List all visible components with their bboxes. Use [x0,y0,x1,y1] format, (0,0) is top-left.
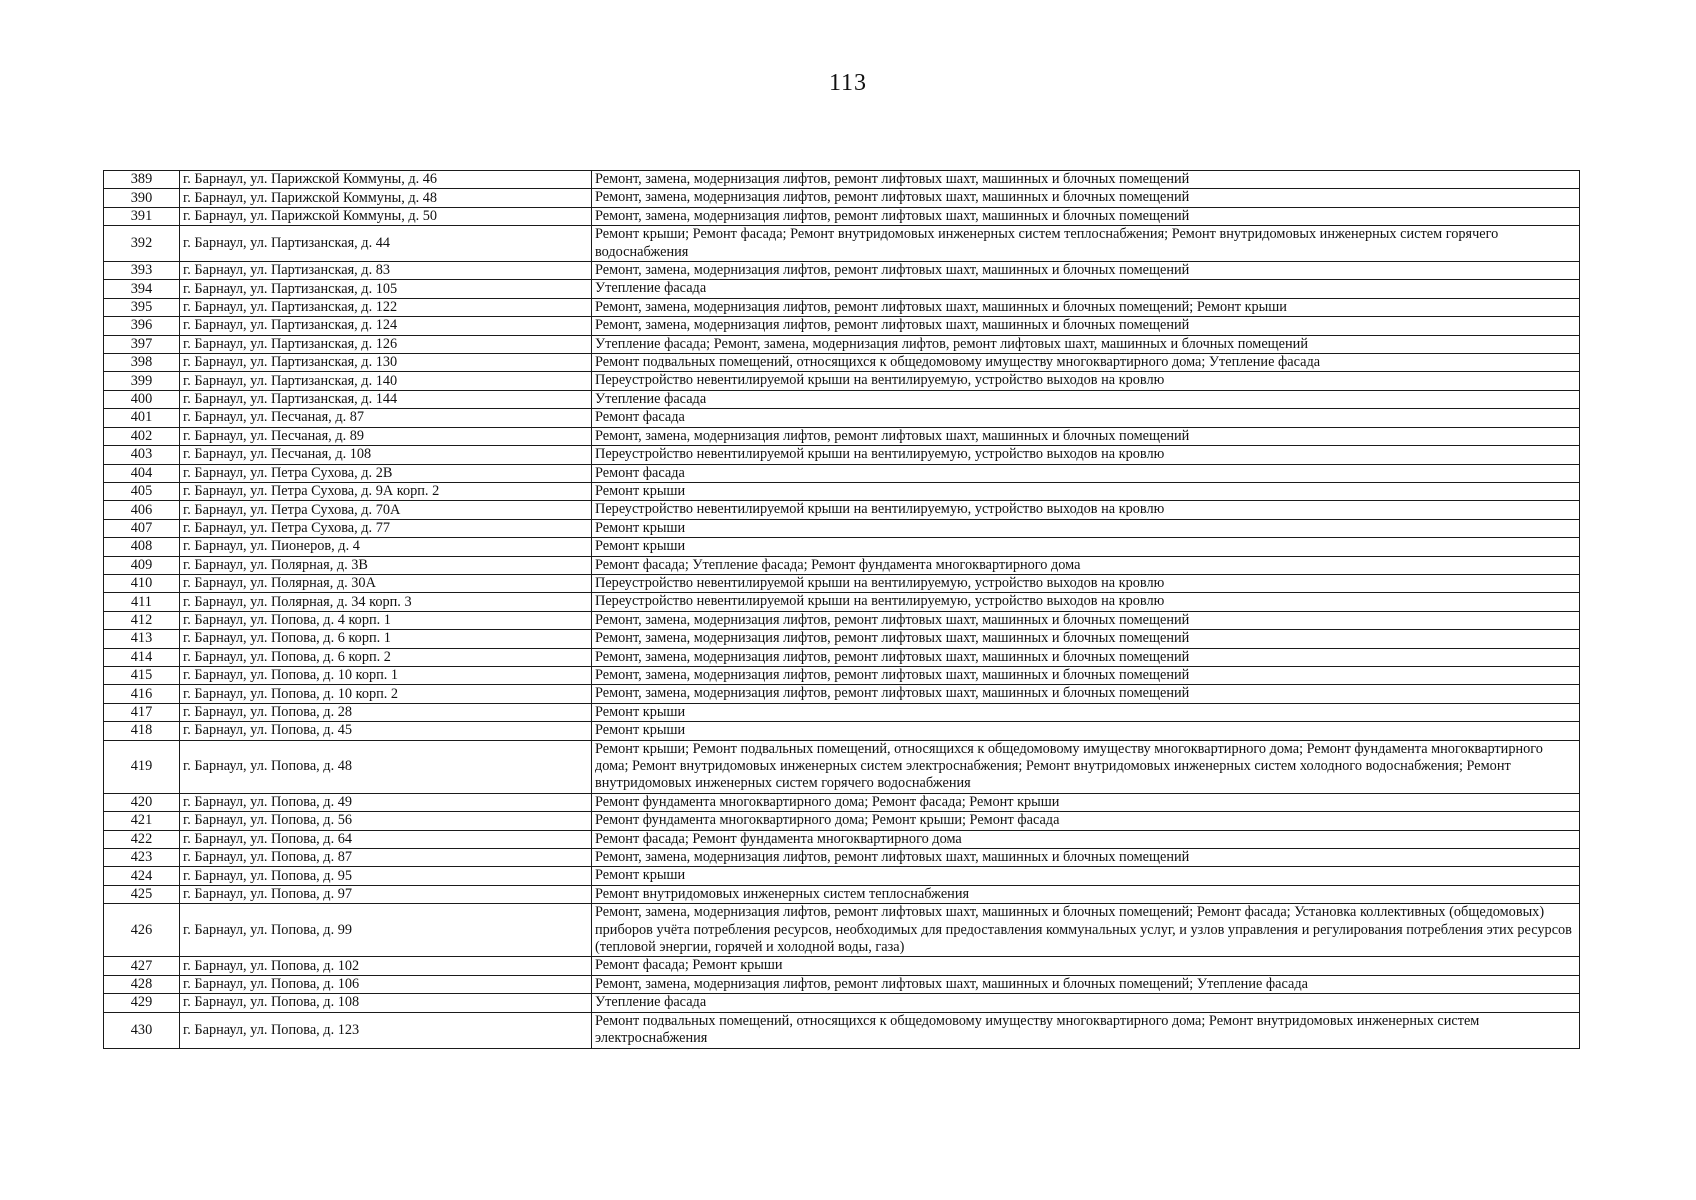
row-number-cell: 391 [104,207,180,225]
address-cell: г. Барнаул, ул. Песчаная, д. 89 [180,427,592,445]
row-number-cell: 402 [104,427,180,445]
row-number-cell: 397 [104,335,180,353]
address-cell: г. Барнаул, ул. Полярная, д. 3В [180,556,592,574]
works-cell: Ремонт, замена, модернизация лифтов, ремонт лифтовых шахт, машинных и блочных помещений [592,630,1580,648]
table-row [104,994,1580,1012]
table-row [104,574,1580,592]
table-row [104,703,1580,721]
address-cell: г. Барнаул, ул. Песчаная, д. 87 [180,409,592,427]
table-row [104,885,1580,903]
works-cell: Утепление фасада [592,994,1580,1012]
table-row [104,354,1580,372]
row-number-cell: 394 [104,280,180,298]
address-cell: г. Барнаул, ул. Партизанская, д. 126 [180,335,592,353]
table-row [104,262,1580,280]
works-cell: Ремонт, замена, модернизация лифтов, ремонт лифтовых шахт, машинных и блочных помещений [592,189,1580,207]
address-cell: г. Барнаул, ул. Партизанская, д. 105 [180,280,592,298]
table-row [104,740,1580,793]
table-row [104,812,1580,830]
works-cell: Ремонт подвальных помещений, относящихся к общедомовому имуществу многоквартирного дома; Ремонт внутридомовых инженерных систем электроснабжения [592,1012,1580,1048]
table-row [104,630,1580,648]
row-number-cell: 401 [104,409,180,427]
address-cell: г. Барнаул, ул. Попова, д. 10 корп. 2 [180,685,592,703]
works-cell: Ремонт, замена, модернизация лифтов, ремонт лифтовых шахт, машинных и блочных помещений [592,262,1580,280]
row-number-cell: 429 [104,994,180,1012]
table-row [104,390,1580,408]
table-row [104,207,1580,225]
table-row [104,335,1580,353]
address-cell: г. Барнаул, ул. Попова, д. 87 [180,849,592,867]
row-number-cell: 419 [104,740,180,793]
row-number-cell: 389 [104,171,180,189]
row-number-cell: 412 [104,611,180,629]
registry-table [103,170,1580,1049]
table-row [104,464,1580,482]
works-cell: Ремонт, замена, модернизация лифтов, ремонт лифтовых шахт, машинных и блочных помещений; Ремонт крыши [592,298,1580,316]
works-cell: Ремонт, замена, модернизация лифтов, ремонт лифтовых шахт, машинных и блочных помещений [592,427,1580,445]
registry-table-container [103,170,1580,1049]
registry-table-body [104,171,1580,1049]
works-cell: Ремонт фасада [592,464,1580,482]
works-cell: Ремонт фасада; Ремонт фундамента многоквартирного дома [592,830,1580,848]
works-cell: Ремонт внутридомовых инженерных систем теплоснабжения [592,885,1580,903]
address-cell: г. Барнаул, ул. Петра Сухова, д. 2В [180,464,592,482]
table-row [104,317,1580,335]
table-row [104,793,1580,811]
table-row [104,666,1580,684]
row-number-cell: 406 [104,501,180,519]
address-cell: г. Барнаул, ул. Попова, д. 45 [180,722,592,740]
address-cell: г. Барнаул, ул. Петра Сухова, д. 9А корп. 2 [180,482,592,500]
address-cell: г. Барнаул, ул. Партизанская, д. 140 [180,372,592,390]
row-number-cell: 404 [104,464,180,482]
row-number-cell: 427 [104,957,180,975]
row-number-cell: 399 [104,372,180,390]
table-row [104,298,1580,316]
table-row [104,957,1580,975]
address-cell: г. Барнаул, ул. Петра Сухова, д. 77 [180,519,592,537]
address-cell: г. Барнаул, ул. Полярная, д. 34 корп. 3 [180,593,592,611]
works-cell: Утепление фасада [592,390,1580,408]
works-cell: Ремонт фундамента многоквартирного дома; Ремонт фасада; Ремонт крыши [592,793,1580,811]
row-number-cell: 416 [104,685,180,703]
row-number-cell: 421 [104,812,180,830]
table-row [104,427,1580,445]
address-cell: г. Барнаул, ул. Попова, д. 10 корп. 1 [180,666,592,684]
row-number-cell: 408 [104,538,180,556]
works-cell: Ремонт крыши; Ремонт фасада; Ремонт внутридомовых инженерных систем теплоснабжения; Ремонт внутридомовых инженерных систем горячего водоснабжения [592,226,1580,262]
address-cell: г. Барнаул, ул. Партизанская, д. 144 [180,390,592,408]
row-number-cell: 417 [104,703,180,721]
address-cell: г. Барнаул, ул. Попова, д. 49 [180,793,592,811]
table-row [104,722,1580,740]
address-cell: г. Барнаул, ул. Попова, д. 102 [180,957,592,975]
address-cell: г. Барнаул, ул. Попова, д. 4 корп. 1 [180,611,592,629]
row-number-cell: 396 [104,317,180,335]
row-number-cell: 422 [104,830,180,848]
address-cell: г. Барнаул, ул. Пионеров, д. 4 [180,538,592,556]
works-cell: Ремонт, замена, модернизация лифтов, ремонт лифтовых шахт, машинных и блочных помещений [592,849,1580,867]
address-cell: г. Барнаул, ул. Попова, д. 95 [180,867,592,885]
row-number-cell: 395 [104,298,180,316]
works-cell: Ремонт крыши [592,482,1580,500]
works-cell: Переустройство невентилируемой крыши на вентилируемую, устройство выходов на кровлю [592,501,1580,519]
works-cell: Ремонт, замена, модернизация лифтов, ремонт лифтовых шахт, машинных и блочных помещений [592,317,1580,335]
row-number-cell: 425 [104,885,180,903]
table-row [104,648,1580,666]
table-row [104,189,1580,207]
address-cell: г. Барнаул, ул. Петра Сухова, д. 70А [180,501,592,519]
table-row [104,611,1580,629]
works-cell: Ремонт фасада; Ремонт крыши [592,957,1580,975]
row-number-cell: 392 [104,226,180,262]
address-cell: г. Барнаул, ул. Попова, д. 64 [180,830,592,848]
works-cell: Ремонт, замена, модернизация лифтов, ремонт лифтовых шахт, машинных и блочных помещений [592,171,1580,189]
table-row [104,482,1580,500]
row-number-cell: 393 [104,262,180,280]
address-cell: г. Барнаул, ул. Попова, д. 108 [180,994,592,1012]
row-number-cell: 411 [104,593,180,611]
table-row [104,593,1580,611]
works-cell: Ремонт, замена, модернизация лифтов, ремонт лифтовых шахт, машинных и блочных помещений [592,207,1580,225]
table-row [104,171,1580,189]
table-row [104,685,1580,703]
row-number-cell: 418 [104,722,180,740]
table-row [104,538,1580,556]
works-cell: Ремонт крыши; Ремонт подвальных помещений, относящихся к общедомовому имуществу многоквартирного дома; Ремонт фундамента многоквартирного дома; Ремонт внутридомовых инженерных систем электроснабжения; Ремонт внутридомовых инженерных систем холодного водоснабжения; Ремонт внутридомовых инженерных систем горячего водоснабжения [592,740,1580,793]
works-cell: Ремонт крыши [592,538,1580,556]
works-cell: Утепление фасада; Ремонт, замена, модернизация лифтов, ремонт лифтовых шахт, машинных и блочных помещений [592,335,1580,353]
address-cell: г. Барнаул, ул. Партизанская, д. 130 [180,354,592,372]
row-number-cell: 390 [104,189,180,207]
row-number-cell: 407 [104,519,180,537]
row-number-cell: 410 [104,574,180,592]
address-cell: г. Барнаул, ул. Полярная, д. 30А [180,574,592,592]
table-row [104,975,1580,993]
works-cell: Ремонт, замена, модернизация лифтов, ремонт лифтовых шахт, машинных и блочных помещений [592,685,1580,703]
table-row [104,280,1580,298]
works-cell: Ремонт крыши [592,519,1580,537]
works-cell: Ремонт крыши [592,722,1580,740]
table-row [104,446,1580,464]
address-cell: г. Барнаул, ул. Партизанская, д. 124 [180,317,592,335]
works-cell: Переустройство невентилируемой крыши на вентилируемую, устройство выходов на кровлю [592,446,1580,464]
address-cell: г. Барнаул, ул. Песчаная, д. 108 [180,446,592,464]
row-number-cell: 400 [104,390,180,408]
row-number-cell: 428 [104,975,180,993]
address-cell: г. Барнаул, ул. Попова, д. 6 корп. 2 [180,648,592,666]
address-cell: г. Барнаул, ул. Попова, д. 97 [180,885,592,903]
row-number-cell: 426 [104,904,180,957]
table-row [104,849,1580,867]
table-row [104,519,1580,537]
works-cell: Ремонт фасада; Утепление фасада; Ремонт фундамента многоквартирного дома [592,556,1580,574]
row-number-cell: 413 [104,630,180,648]
address-cell: г. Барнаул, ул. Партизанская, д. 44 [180,226,592,262]
works-cell: Ремонт крыши [592,867,1580,885]
row-number-cell: 414 [104,648,180,666]
works-cell: Утепление фасада [592,280,1580,298]
works-cell: Переустройство невентилируемой крыши на вентилируемую, устройство выходов на кровлю [592,574,1580,592]
table-row [104,556,1580,574]
address-cell: г. Барнаул, ул. Попова, д. 48 [180,740,592,793]
address-cell: г. Барнаул, ул. Попова, д. 28 [180,703,592,721]
address-cell: г. Барнаул, ул. Партизанская, д. 122 [180,298,592,316]
address-cell: г. Барнаул, ул. Партизанская, д. 83 [180,262,592,280]
table-row [104,830,1580,848]
row-number-cell: 405 [104,482,180,500]
works-cell: Ремонт, замена, модернизация лифтов, ремонт лифтовых шахт, машинных и блочных помещений; Утепление фасада [592,975,1580,993]
row-number-cell: 430 [104,1012,180,1048]
table-row [104,904,1580,957]
address-cell: г. Барнаул, ул. Попова, д. 6 корп. 1 [180,630,592,648]
table-row [104,226,1580,262]
address-cell: г. Барнаул, ул. Парижской Коммуны, д. 50 [180,207,592,225]
works-cell: Ремонт, замена, модернизация лифтов, ремонт лифтовых шахт, машинных и блочных помещений [592,611,1580,629]
works-cell: Ремонт, замена, модернизация лифтов, ремонт лифтовых шахт, машинных и блочных помещений; Ремонт фасада; Установка коллективных (общедомовых) приборов учёта потребления ресурсов, необходимых для предоставления коммунальных услуг, и узлов управления и регулирования потребления этих ресурсов (тепловой энергии, горячей и холодной воды, газа) [592,904,1580,957]
works-cell: Ремонт фасада [592,409,1580,427]
works-cell: Переустройство невентилируемой крыши на вентилируемую, устройство выходов на кровлю [592,372,1580,390]
address-cell: г. Барнаул, ул. Попова, д. 106 [180,975,592,993]
table-row [104,501,1580,519]
row-number-cell: 424 [104,867,180,885]
row-number-cell: 398 [104,354,180,372]
row-number-cell: 409 [104,556,180,574]
row-number-cell: 423 [104,849,180,867]
works-cell: Ремонт подвальных помещений, относящихся к общедомовому имуществу многоквартирного дома; Утепление фасада [592,354,1580,372]
works-cell: Ремонт, замена, модернизация лифтов, ремонт лифтовых шахт, машинных и блочных помещений [592,666,1580,684]
works-cell: Ремонт крыши [592,703,1580,721]
works-cell: Ремонт фундамента многоквартирного дома; Ремонт крыши; Ремонт фасада [592,812,1580,830]
table-row [104,409,1580,427]
address-cell: г. Барнаул, ул. Парижской Коммуны, д. 48 [180,189,592,207]
works-cell: Переустройство невентилируемой крыши на вентилируемую, устройство выходов на кровлю [592,593,1580,611]
page-number: 113 [828,70,868,96]
table-row [104,867,1580,885]
row-number-cell: 420 [104,793,180,811]
table-row [104,1012,1580,1048]
row-number-cell: 403 [104,446,180,464]
address-cell: г. Барнаул, ул. Попова, д. 56 [180,812,592,830]
address-cell: г. Барнаул, ул. Попова, д. 99 [180,904,592,957]
address-cell: г. Барнаул, ул. Попова, д. 123 [180,1012,592,1048]
table-row [104,372,1580,390]
address-cell: г. Барнаул, ул. Парижской Коммуны, д. 46 [180,171,592,189]
row-number-cell: 415 [104,666,180,684]
works-cell: Ремонт, замена, модернизация лифтов, ремонт лифтовых шахт, машинных и блочных помещений [592,648,1580,666]
